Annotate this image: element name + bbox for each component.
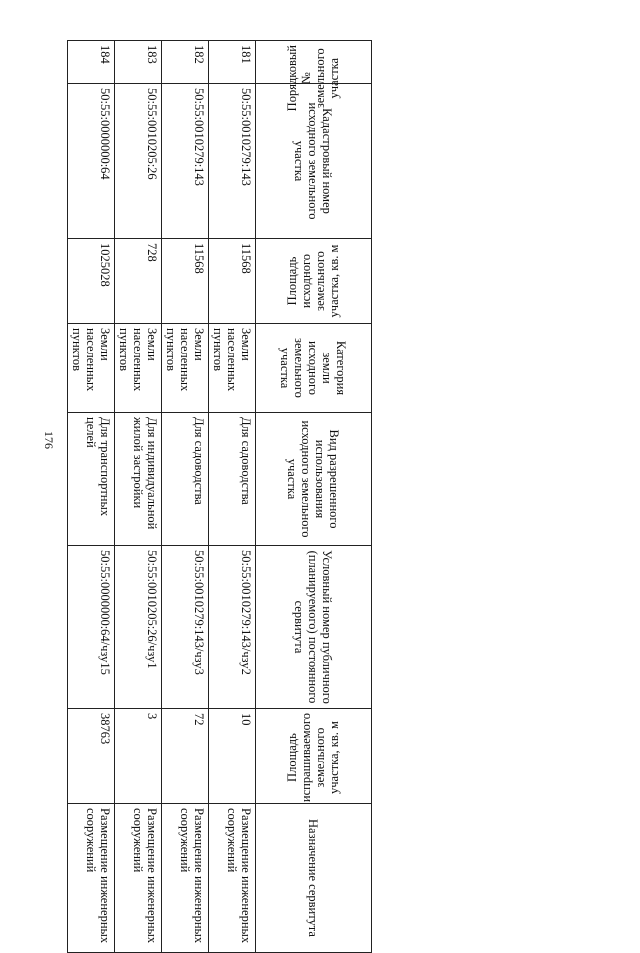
- cell-source-area: 1025028: [68, 239, 115, 324]
- cell-land-category: Земли населенных пунктов: [209, 324, 256, 413]
- cell-cadastral-number: 50:55:0000000:64: [68, 84, 115, 239]
- cell-plot-number: 181: [209, 41, 256, 84]
- cell-land-category: Земли населенных пунктов: [68, 324, 115, 413]
- cell-plot-number: 183: [115, 41, 162, 84]
- cell-source-area: 728: [115, 239, 162, 324]
- table-row: [115, 41, 162, 953]
- cell-requested-area: 38763: [68, 709, 115, 804]
- cell-permitted-use: Для садоводства: [209, 413, 256, 546]
- cell-cadastral-number: 50:55:0010205:26: [115, 84, 162, 239]
- header-row: [256, 41, 372, 953]
- rotated-table-container: [68, 40, 372, 944]
- cell-cadastral-number: 50:55:0010279:143: [209, 84, 256, 239]
- servitude-table: [67, 40, 372, 953]
- cell-permitted-use: Для садоводства: [162, 413, 209, 546]
- cell-cadastral-number: 50:55:0010279:143: [162, 84, 209, 239]
- header-plot-number: Порядковый № земельного участка: [256, 41, 372, 84]
- table-row: [68, 41, 115, 953]
- header-servitude-purpose: Назначение сервитута: [256, 804, 372, 953]
- cell-permitted-use: Для транспортных целей: [68, 413, 115, 546]
- cell-servitude-purpose: Размещение инженерных сооружений: [209, 804, 256, 953]
- cell-plot-number: 184: [68, 41, 115, 84]
- header-requested-area: Площадь испрашиваемого земельного участка, кв. м: [256, 709, 372, 804]
- cell-requested-area: 3: [115, 709, 162, 804]
- table-row: [209, 41, 256, 953]
- cell-servitude-purpose: Размещение инженерных сооружений: [115, 804, 162, 953]
- cell-land-category: Земли населенных пунктов: [162, 324, 209, 413]
- cell-servitude-number: 50:55:0010279:143/чзу2: [209, 546, 256, 709]
- cell-servitude-number: 50:55:0010205:26/чзу1: [115, 546, 162, 709]
- cell-plot-number: 182: [162, 41, 209, 84]
- header-land-category: Категория земли исходного земельного участка: [256, 324, 372, 413]
- header-cadastral-number: Кадастровый номер исходного земельного участка: [256, 84, 372, 239]
- cell-land-category: Земли населенных пунктов: [115, 324, 162, 413]
- cell-source-area: 11568: [209, 239, 256, 324]
- header-servitude-number: Условный номер публичного (планируемого) постоянного сервитута: [256, 546, 372, 709]
- cell-permitted-use: Для индивидуальной жилой застройки: [115, 413, 162, 546]
- cell-servitude-number: 50:55:0010279:143/чзу3: [162, 546, 209, 709]
- cell-requested-area: 72: [162, 709, 209, 804]
- header-source-area: Площадь исходного земельного участка, кв. м: [256, 239, 372, 324]
- cell-source-area: 11568: [162, 239, 209, 324]
- table-row: [162, 41, 209, 953]
- header-permitted-use: Вид разрешенного использования исходного земельного участка: [256, 413, 372, 546]
- cell-servitude-purpose: Размещение инженерных сооружений: [68, 804, 115, 953]
- page-number: 176: [42, 431, 56, 449]
- cell-requested-area: 10: [209, 709, 256, 804]
- cell-servitude-purpose: Размещение инженерных сооружений: [162, 804, 209, 953]
- cell-servitude-number: 50:55:0000000:64/чзу15: [68, 546, 115, 709]
- table-wrapper: [68, 40, 372, 944]
